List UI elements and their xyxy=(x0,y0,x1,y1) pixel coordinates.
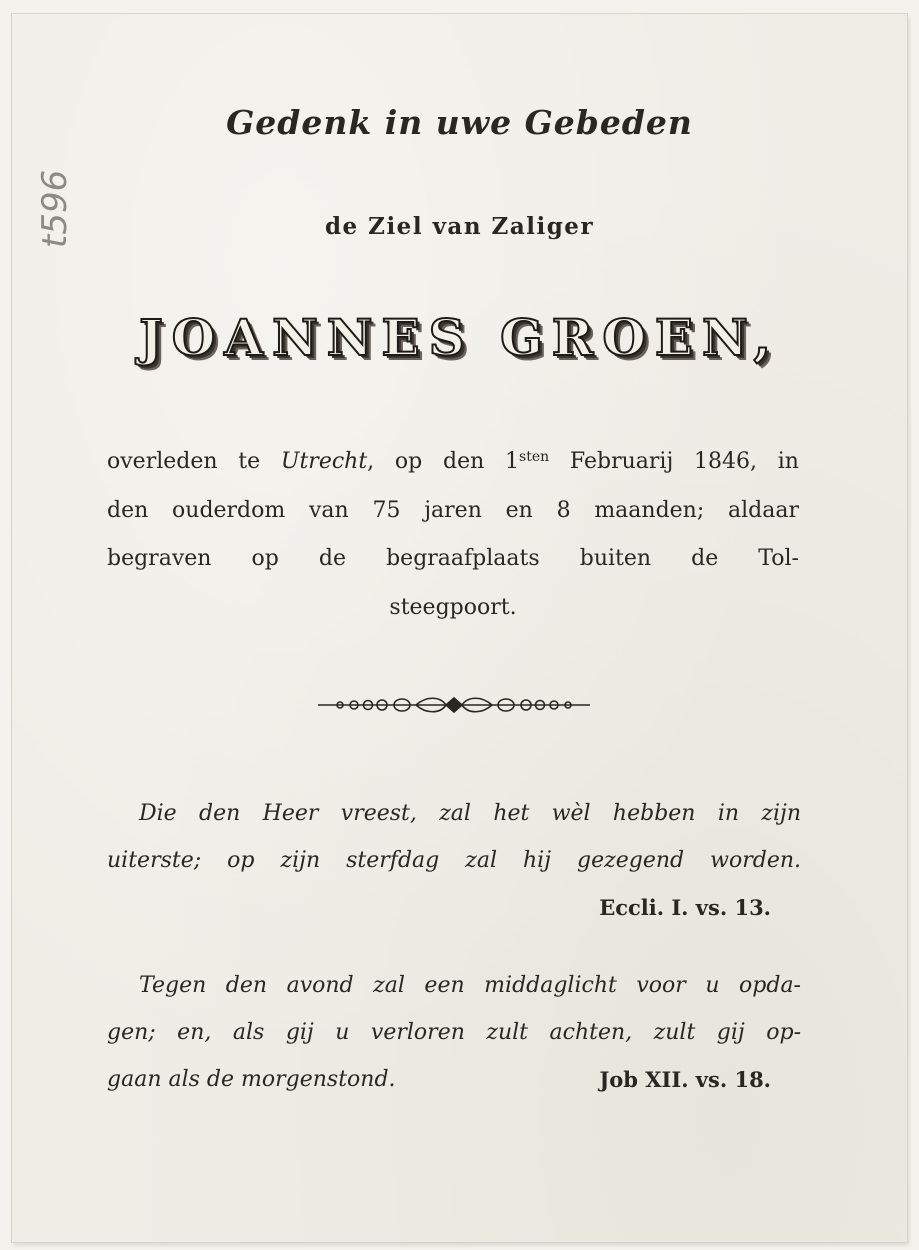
scripture-quote-1 xyxy=(107,790,801,931)
scripture-quote-2 xyxy=(107,962,801,1103)
deceased-name: JOANNES GROEN, xyxy=(139,308,780,367)
obituary-line-1: overleden te Utrecht, op den $1^{sten}$ Februarij 1846, in xyxy=(107,449,799,474)
obituary-line-3: begraven op de begraafplaats buiten de Tol- xyxy=(107,546,799,571)
quote1-line-2: uiterste; op zijn sterfdag zal hij gezegend worden. xyxy=(107,848,801,873)
quote2-line-2: gen; en, als gij u verloren zult achten, zult gij op- xyxy=(107,1020,801,1045)
card-heading: Gedenk in uwe Gebeden xyxy=(226,103,693,142)
obituary-text xyxy=(107,433,799,632)
quote2-line-1: Tegen den avond zal een middaglicht voor u opda- xyxy=(139,973,801,998)
quote2-line-3: gaan als de morgenstond. xyxy=(107,1067,396,1092)
quote2-line-3-row xyxy=(107,1056,801,1103)
obituary-line-4: steegpoort. xyxy=(389,594,517,620)
card-subheading: de Ziel van Zaliger xyxy=(324,213,595,240)
quote2-reference: Job XII. vs. 18. xyxy=(599,1067,771,1092)
obituary-line-2: den ouderdom van 75 jaren en 8 maanden; aldaar xyxy=(107,497,799,523)
ornament-divider-icon xyxy=(316,694,592,716)
quote1-reference: Eccli. I. vs. 13. xyxy=(599,895,771,920)
place-name: Utrecht xyxy=(280,449,368,474)
handwritten-note-text: t596 xyxy=(35,169,75,248)
quote1-line-1: Die den Heer vreest, zal het wèl hebben in zijn xyxy=(139,801,801,826)
